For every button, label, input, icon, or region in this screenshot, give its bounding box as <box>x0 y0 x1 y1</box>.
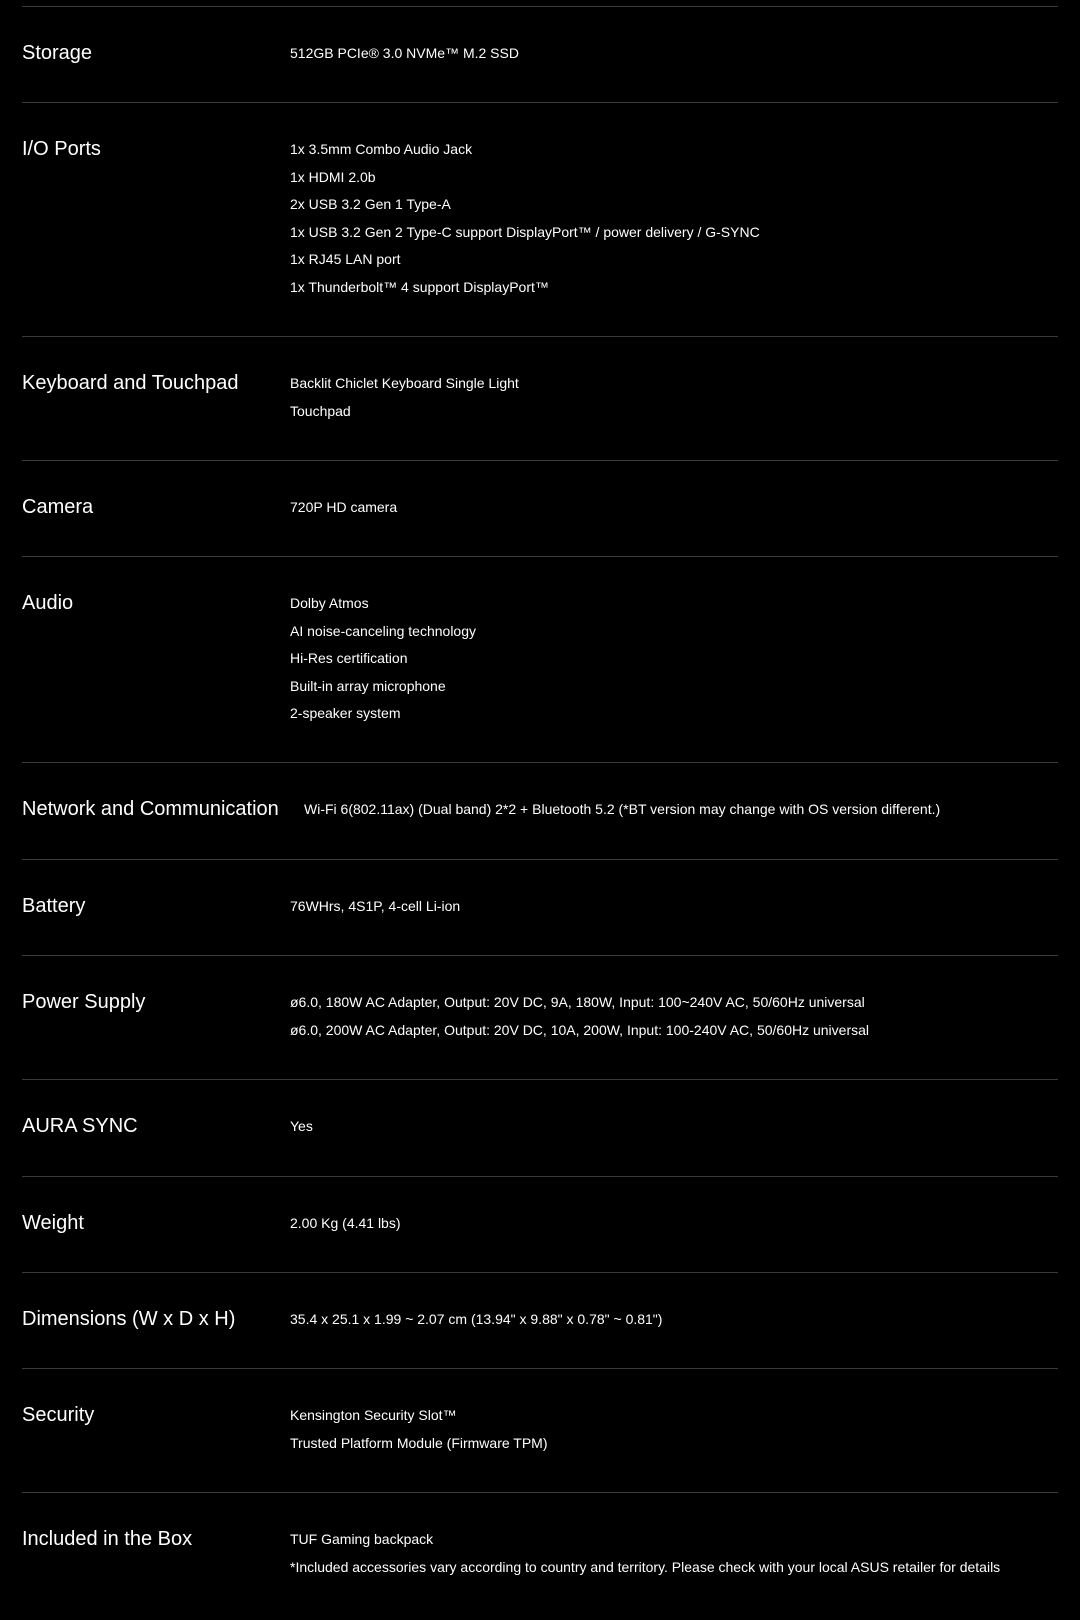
spec-values <box>304 796 940 824</box>
spec-values <box>290 590 476 728</box>
spec-values <box>290 370 519 425</box>
spec-value: Wi-Fi 6(802.11ax) (Dual band) 2*2 + Bluetooth 5.2 (*BT version may change with OS version different.) <box>304 801 941 817</box>
spec-value: 2x USB 3.2 Gen 1 Type-A <box>290 196 451 212</box>
spec-value: *Included accessories vary according to country and territory. Please check with your local ASUS retailer for details <box>290 1558 1001 1575</box>
spec-values <box>290 1210 401 1238</box>
spec-row-network <box>22 763 1058 860</box>
spec-row-keyboard <box>22 337 1058 461</box>
spec-values <box>290 989 869 1044</box>
spec-values <box>290 40 519 68</box>
spec-values <box>290 1526 1000 1581</box>
spec-row-camera <box>22 461 1058 557</box>
spec-value: 1x Thunderbolt™ 4 support DisplayPort™ <box>290 278 549 295</box>
spec-label: AURA SYNC <box>22 1115 138 1137</box>
spec-value: 512GB PCIe® 3.0 NVMe™ M.2 SSD <box>290 45 519 61</box>
spec-value: Touchpad <box>290 402 351 419</box>
spec-values <box>290 1113 313 1141</box>
spec-label: Keyboard and Touchpad <box>22 372 239 394</box>
spec-value: ø6.0, 200W AC Adapter, Output: 20V DC, 10A, 200W, Input: 100-240V AC, 50/60Hz universal <box>290 1021 870 1038</box>
spec-row-io-ports <box>22 103 1058 337</box>
spec-values <box>290 893 460 921</box>
spec-label: Battery <box>22 895 86 917</box>
spec-value: Hi-Res certification <box>290 650 408 666</box>
spec-row-included-in-box <box>22 1493 1058 1617</box>
spec-value: Kensington Security Slot™ <box>290 1407 457 1423</box>
spec-row-storage <box>22 7 1058 103</box>
spec-value: Built-in array microphone <box>290 677 446 694</box>
spec-value: 76WHrs, 4S1P, 4-cell Li-ion <box>290 898 461 914</box>
spec-value: 1x 3.5mm Combo Audio Jack <box>290 141 473 157</box>
spec-label: I/O Ports <box>22 138 101 160</box>
spec-values <box>290 1306 662 1334</box>
spec-label: Included in the Box <box>22 1528 193 1550</box>
spec-values <box>290 1402 548 1457</box>
spec-value: TUF Gaming backpack <box>290 1531 434 1547</box>
spec-value: AI noise-canceling technology <box>290 622 477 639</box>
spec-value: 1x USB 3.2 Gen 2 Type-C support DisplayPort™ / power delivery / G-SYNC <box>290 223 760 240</box>
spec-value: 1x RJ45 LAN port <box>290 251 401 267</box>
spec-label: Security <box>22 1404 95 1426</box>
spec-label: Dimensions (W x D x H) <box>22 1308 236 1330</box>
spec-values <box>290 136 760 301</box>
spec-row-weight <box>22 1177 1058 1273</box>
spec-label: Power Supply <box>22 991 146 1013</box>
spec-row-battery <box>22 860 1058 956</box>
spec-label: Camera <box>22 496 94 518</box>
spec-value: 2.00 Kg (4.41 lbs) <box>290 1215 401 1231</box>
spec-values <box>290 494 397 522</box>
spec-value: 2-speaker system <box>290 705 401 721</box>
spec-row-power-supply <box>22 956 1058 1080</box>
spec-value: 720P HD camera <box>290 499 398 515</box>
spec-label: Weight <box>22 1212 84 1234</box>
spec-label: Network and Communication <box>22 798 279 820</box>
spec-value: ø6.0, 180W AC Adapter, Output: 20V DC, 9A, 180W, Input: 100~240V AC, 50/60Hz universal <box>290 994 865 1010</box>
spec-label: Audio <box>22 592 74 614</box>
spec-value: 35.4 x 25.1 x 1.99 ~ 2.07 cm (13.94" x 9.88" x 0.78" ~ 0.81") <box>290 1311 663 1327</box>
spec-value: Yes <box>290 1118 313 1134</box>
spec-row-security <box>22 1369 1058 1493</box>
spec-row-audio <box>22 557 1058 763</box>
spec-value: Backlit Chiclet Keyboard Single Light <box>290 375 519 391</box>
spec-value: Trusted Platform Module (Firmware TPM) <box>290 1434 548 1451</box>
spec-row-dimensions <box>22 1273 1058 1369</box>
spec-value: Dolby Atmos <box>290 595 369 611</box>
spec-label: Storage <box>22 42 93 64</box>
spec-value: 1x HDMI 2.0b <box>290 168 376 185</box>
spec-row-aura-sync <box>22 1080 1058 1177</box>
spec-table <box>22 0 1058 1617</box>
